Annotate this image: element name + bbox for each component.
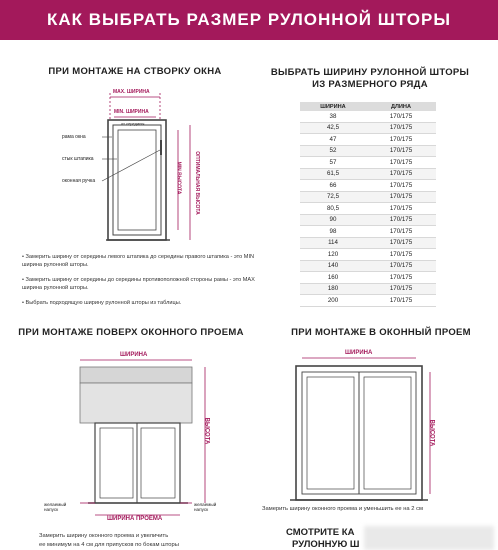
cell-width: 120: [300, 249, 366, 261]
table-row: [300, 111, 436, 122]
table-row: [300, 122, 436, 134]
cell-length: 170/175: [366, 168, 436, 180]
cell-width: 72,5: [300, 191, 366, 203]
cell-length: 170/175: [366, 260, 436, 272]
table-row: [300, 203, 436, 215]
cell-length: 170/175: [366, 134, 436, 146]
table-row: [300, 226, 436, 238]
sash-window-diagram: [106, 120, 170, 240]
bullet-3: • Выбрать подходящую ширину рулонной шторы из таблицы.: [22, 300, 182, 306]
cell-length: 170/175: [366, 214, 436, 226]
optimal-height-label: ОПТИМАЛЬНАЯ ВЫСОТА: [193, 151, 200, 215]
table-row: [300, 260, 436, 272]
handle-label: оконная ручка: [62, 178, 96, 184]
heading-table-2: ИЗ РАЗМЕРНОГО РЯДА: [312, 79, 428, 90]
over-window-diagram: [80, 367, 192, 503]
mid-note-label: от середины: [121, 121, 145, 126]
over-note-1: Замерить ширину оконного проема и увеличить: [39, 533, 169, 539]
over-note-2: ее минимум на 4 см для припусков по бокам шторы: [39, 542, 179, 548]
table-row: [300, 134, 436, 146]
min-height-label: MIN ВЫСОТА: [175, 161, 182, 195]
max-width-label: MAX. ШИРИНА: [113, 89, 150, 95]
cell-width: 61,5: [300, 168, 366, 180]
cell-width: 200: [300, 295, 366, 307]
cell-length: 170/175: [366, 203, 436, 215]
bead-label: стык штапика: [62, 156, 94, 162]
page-title: КАК ВЫБРАТЬ РАЗМЕР РУЛОННОЙ ШТОРЫ: [47, 10, 451, 29]
cell-length: 170/175: [366, 295, 436, 307]
cell-width: 98: [300, 226, 366, 238]
cell-width: 42,5: [300, 122, 366, 134]
table-row: [300, 168, 436, 180]
min-width-label: MIN. ШИРИНА: [114, 109, 149, 115]
heading-sash: ПРИ МОНТАЖЕ НА СТВОРКУ ОКНА: [48, 66, 222, 77]
cell-length: 170/175: [366, 237, 436, 249]
cell-length: 170/175: [366, 145, 436, 157]
bullet-2: • Замерить ширину от середины до середины противоположной стороны рамы - это MAX ширина рулонной шторы.: [22, 277, 255, 291]
into-window-diagram: [290, 366, 428, 500]
into-width-label: ШИРИНА: [345, 350, 373, 356]
header-length: ДЛИНА: [366, 102, 436, 111]
cell-length: 170/175: [366, 226, 436, 238]
table-row: [300, 272, 436, 284]
table-row: [300, 157, 436, 169]
cell-width: 114: [300, 237, 366, 249]
header-width: ШИРИНА: [300, 102, 366, 111]
cell-length: 170/175: [366, 249, 436, 261]
cell-width: 90: [300, 214, 366, 226]
cell-width: 160: [300, 272, 366, 284]
cell-length: 170/175: [366, 122, 436, 134]
frame-label: рама окна: [62, 134, 86, 140]
cell-width: 66: [300, 180, 366, 192]
table-row: [300, 214, 436, 226]
allowance-right-label: желаемый напуск: [194, 502, 217, 512]
allowance-left-label: желаемый напуск: [44, 502, 67, 512]
sizes-table: [300, 102, 436, 307]
cell-width: 80,5: [300, 203, 366, 215]
table-row: [300, 237, 436, 249]
bottom-line-1: СМОТРИТЕ КА: [286, 527, 355, 538]
cell-width: 52: [300, 145, 366, 157]
table-row: [300, 180, 436, 192]
over-width-label: ШИРИНА: [120, 352, 148, 358]
into-note: Замерить ширину оконного проема и уменьшить ее на 2 см: [262, 506, 423, 512]
heading-over: ПРИ МОНТАЖЕ ПОВЕРХ ОКОННОГО ПРОЕМА: [18, 327, 244, 338]
cell-length: 170/175: [366, 283, 436, 295]
cell-width: 47: [300, 134, 366, 146]
into-height-label: ВЫСОТА: [428, 419, 435, 447]
heading-into: ПРИ МОНТАЖЕ В ОКОННЫЙ ПРОЕМ: [291, 327, 471, 338]
table-row: [300, 249, 436, 261]
cell-length: 170/175: [366, 157, 436, 169]
blind-width-label: ШИРИНА ПРОЕМА: [107, 516, 163, 522]
table-row: [300, 283, 436, 295]
over-height-label: ВЫСОТА: [203, 417, 210, 445]
heading-table-1: ВЫБРАТЬ ШИРИНУ РУЛОННОЙ ШТОРЫ: [270, 67, 470, 78]
cell-length: 170/175: [366, 111, 436, 122]
cell-length: 170/175: [366, 180, 436, 192]
table-row: [300, 145, 436, 157]
cell-length: 170/175: [366, 191, 436, 203]
cell-length: 170/175: [366, 272, 436, 284]
blurred-region: [364, 526, 494, 550]
cell-width: 140: [300, 260, 366, 272]
bottom-line-2: РУЛОННУЮ Ш: [292, 539, 360, 550]
cell-width: 38: [300, 111, 366, 122]
table-row: [300, 191, 436, 203]
cell-width: 180: [300, 283, 366, 295]
sash-callouts: [102, 137, 160, 181]
table-row: [300, 295, 436, 307]
bullet-1: • Замерить ширину от середины левого штапика до середины правого штапика - это MIN ширина рулонной шторы.: [22, 254, 255, 268]
cell-width: 57: [300, 157, 366, 169]
